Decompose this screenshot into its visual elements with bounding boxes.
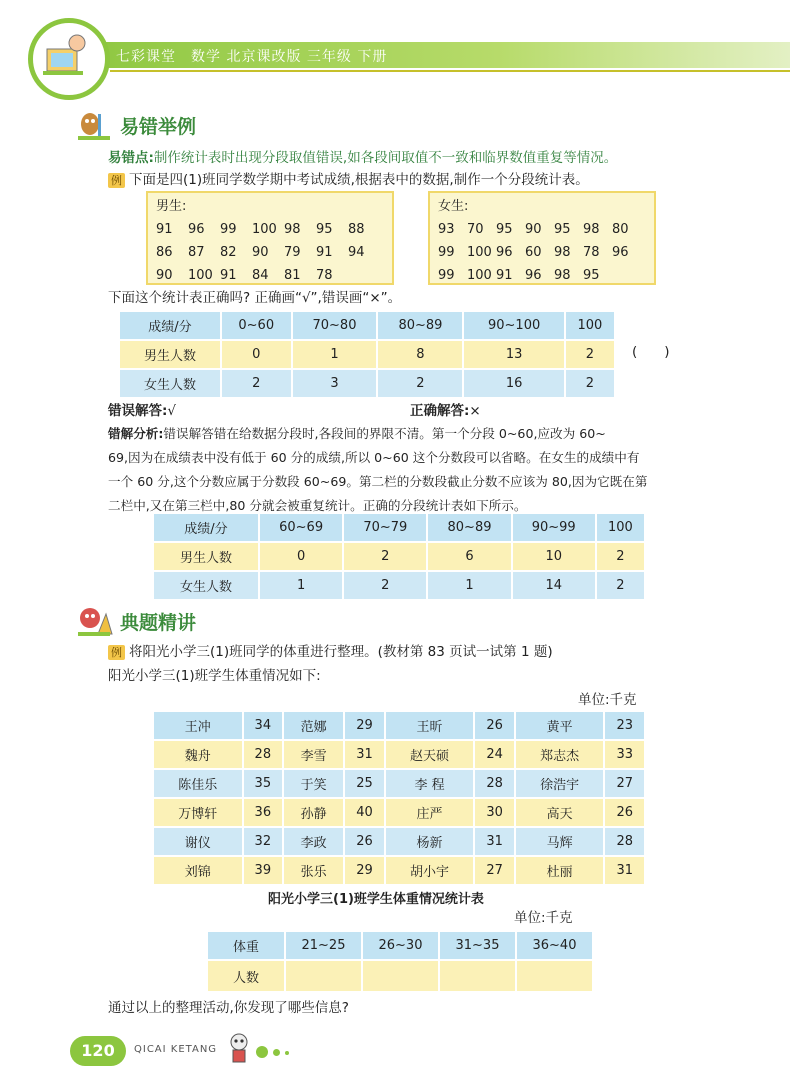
answer-cell[interactable] [516,960,593,992]
table-row [153,827,645,856]
student-name: 张乐 [283,856,344,885]
example-tag: 例 [108,645,125,660]
student-weight: 28 [243,740,284,769]
table-cell: 13 [463,340,564,369]
section-title-typical-problems: 典题精讲 [120,612,197,634]
student-weight: 24 [474,740,515,769]
student-name: 杜丽 [515,856,605,885]
table-cell: 90~99 [512,513,596,542]
student-name: 庄严 [385,798,475,827]
table-cell: 26~30 [362,931,439,960]
student-name: 李 程 [385,769,475,798]
right-answer [410,399,481,423]
unit-label-2: 单位:千克 [514,910,573,926]
score: 100 [188,268,213,283]
table-cell: 90~100 [463,311,564,340]
table-cell: 成绩/分 [153,513,259,542]
table-row [153,798,645,827]
student-weight: 32 [243,827,284,856]
student-weight: 35 [243,769,284,798]
girls-row [438,264,646,287]
analysis-line: 一个 60 分,这个分数应属于分数段 60~69。第二栏的分数段截止分数不应该为 80,因为它既在第 [108,474,648,489]
table-cell: 男生人数 [153,542,259,571]
student-weight: 28 [604,827,645,856]
table-cell: 70~79 [343,513,427,542]
table-cell: 21~25 [285,931,362,960]
table-cell: 60~69 [259,513,343,542]
score: 98 [284,222,301,237]
student-weight: 25 [344,769,385,798]
student-weight: 27 [474,856,515,885]
table-cell: 0 [259,542,343,571]
unit-label: 单位:千克 [578,692,637,708]
student-name: 王冲 [153,711,243,740]
student-weight: 26 [474,711,515,740]
example-2 [108,640,553,665]
table-cell: 80~89 [427,513,511,542]
wrong-answer-label: 错误解答: [108,403,168,419]
table-cell: 3 [292,369,378,398]
table-row [153,571,645,600]
score: 82 [220,245,237,260]
answer-cell[interactable] [362,960,439,992]
student-name: 陈佳乐 [153,769,243,798]
mistake-point-text: 制作统计表时出现分段取值错误,如各段间取值不一致和临界数值重复等情况。 [153,150,618,166]
table-cell: 100 [596,513,645,542]
table-cell: 体重 [207,931,285,960]
decor-dot [273,1049,280,1056]
student-weight: 26 [344,827,385,856]
table-cell: 0 [221,340,292,369]
table-cell: 人数 [207,960,285,992]
table-row [207,931,593,960]
weights-table [152,710,646,886]
score: 100 [252,222,277,237]
section-icon-easy-mistakes [74,108,114,146]
score: 87 [188,245,205,260]
student-name: 马辉 [515,827,605,856]
example-tag: 例 [108,173,125,188]
table-cell: 2 [565,340,615,369]
score: 90 [525,222,542,237]
student-name: 刘锦 [153,856,243,885]
score: 95 [496,222,513,237]
student-name: 魏舟 [153,740,243,769]
student-weight: 28 [474,769,515,798]
table-cell: 31~35 [439,931,516,960]
score: 96 [612,245,629,260]
analysis-paragraph [108,422,728,518]
student-name: 谢仪 [153,827,243,856]
score: 91 [496,268,513,283]
student-name: 孙静 [283,798,344,827]
student-name: 杨新 [385,827,475,856]
stat-table-caption: 阳光小学三(1)班学生体重情况统计表 [268,892,484,907]
table-cell: 1 [292,340,378,369]
score: 96 [188,222,205,237]
student-weight: 29 [344,856,385,885]
table-row [119,340,615,369]
table-cell: 女生人数 [119,369,221,398]
student-weight: 30 [474,798,515,827]
table-cell: 14 [512,571,596,600]
table-row [153,542,645,571]
score: 78 [583,245,600,260]
student-weight: 23 [604,711,645,740]
page-number: 120 [70,1036,126,1066]
header-title: 七彩课堂 数学 北京课改版 三年级 下册 [116,49,388,65]
score: 95 [316,222,333,237]
student-name: 李雪 [283,740,344,769]
girls-scores-box [428,191,656,285]
wrong-answer-mark: √ [167,403,177,419]
score: 99 [438,245,455,260]
table-cell: 2 [377,369,463,398]
table-cell: 2 [221,369,292,398]
student-name: 徐浩宇 [515,769,605,798]
intro-text: 阳光小学三(1)班学生体重情况如下: [108,668,321,684]
table-row [119,311,615,340]
student-weight: 29 [344,711,385,740]
girls-label: 女生: [438,199,469,214]
student-name: 王昕 [385,711,475,740]
table-cell: 36~40 [516,931,593,960]
student-weight: 31 [604,856,645,885]
score: 98 [583,222,600,237]
table-cell: 1 [259,571,343,600]
score: 100 [467,245,492,260]
student-name: 于笑 [283,769,344,798]
score: 95 [554,222,571,237]
answer-paren[interactable]: ( ) [632,344,670,360]
student-name: 高天 [515,798,605,827]
boys-label: 男生: [156,199,187,214]
student-weight: 27 [604,769,645,798]
analysis-line: 二栏中,又在第三栏中,80 分就会被重复统计。正确的分段统计表如下所示。 [108,498,527,513]
right-answer-label: 正确解答: [410,403,470,419]
mascot-logo-icon [28,18,110,100]
score: 60 [525,245,542,260]
table-cell: 2 [596,571,645,600]
table-cell: 2 [565,369,615,398]
student-weight: 34 [243,711,284,740]
score: 90 [156,268,173,283]
table-row [153,769,645,798]
score: 88 [348,222,365,237]
section-icon-typical-problems [74,604,114,642]
mascot-footer-icon [226,1032,252,1070]
score: 99 [438,268,455,283]
score: 98 [554,268,571,283]
table-row [153,513,645,542]
mistake-point [108,146,617,170]
table-row [207,960,593,992]
score: 84 [252,268,269,283]
student-name: 黄平 [515,711,605,740]
score: 70 [467,222,484,237]
table-cell: 女生人数 [153,571,259,600]
student-name: 李政 [283,827,344,856]
table-cell: 10 [512,542,596,571]
score: 95 [583,268,600,283]
student-weight: 40 [344,798,385,827]
table-cell: 2 [343,542,427,571]
header-divider [110,70,790,72]
table-cell: 70~80 [292,311,378,340]
final-question: 通过以上的整理活动,你发现了哪些信息? [108,1000,349,1016]
answer-cell[interactable] [439,960,516,992]
score: 81 [284,268,301,283]
footer-brand: QICAI KETANG [134,1044,218,1055]
student-weight: 39 [243,856,284,885]
table-row [119,369,615,398]
boys-row [156,264,384,287]
table-cell: 6 [427,542,511,571]
score: 86 [156,245,173,260]
analysis-line: 错误解答错在给数据分段时,各段间的界限不清。第一个分段 0~60,应改为 60~ [163,426,606,441]
table-cell: 80~89 [377,311,463,340]
mistake-point-label: 易错点: [108,150,154,166]
boys-row [156,218,384,241]
student-name: 赵天硕 [385,740,475,769]
score: 98 [554,245,571,260]
student-weight: 33 [604,740,645,769]
score: 90 [252,245,269,260]
table-cell: 成绩/分 [119,311,221,340]
answer-cell[interactable] [285,960,362,992]
score: 99 [220,222,237,237]
score: 100 [467,268,492,283]
table-cell: 1 [427,571,511,600]
example-2-text: 将阳光小学三(1)班同学的体重进行整理。(教材第 83 页试一试第 1 题) [129,644,553,660]
table-cell: 16 [463,369,564,398]
table-row [153,711,645,740]
right-answer-mark: × [469,403,481,419]
student-weight: 31 [344,740,385,769]
weight-stat-table [206,930,594,993]
wrong-answer [108,399,176,423]
score: 79 [284,245,301,260]
student-weight: 36 [243,798,284,827]
score: 91 [220,268,237,283]
table-cell: 2 [343,571,427,600]
score: 80 [612,222,629,237]
decor-dot [285,1051,289,1055]
score: 94 [348,245,365,260]
score: 96 [525,268,542,283]
question-text: 下面这个统计表正确吗? 正确画“√”,错误画“×”。 [108,290,402,306]
student-name: 万博轩 [153,798,243,827]
student-weight: 26 [604,798,645,827]
table-cell: 男生人数 [119,340,221,369]
table-cell: 2 [596,542,645,571]
score: 91 [156,222,173,237]
example-1 [108,168,589,193]
student-weight: 31 [474,827,515,856]
analysis-label: 错解分析: [108,426,164,441]
wrong-stat-table [118,310,616,399]
example-1-text: 下面是四(1)班同学数学期中考试成绩,根据表中的数据,制作一个分段统计表。 [129,172,589,188]
boys-row [156,241,384,264]
score: 91 [316,245,333,260]
girls-row [438,218,646,241]
analysis-line: 69,因为在成绩表中没有低于 60 分的成绩,所以 0~60 这个分数段可以省略。在女生的成绩中有 [108,450,640,465]
decor-dot [256,1046,268,1058]
score: 93 [438,222,455,237]
student-name: 范娜 [283,711,344,740]
table-cell: 8 [377,340,463,369]
section-title-easy-mistakes: 易错举例 [120,116,197,138]
table-row [153,856,645,885]
score: 78 [316,268,333,283]
boys-scores-box [146,191,394,285]
table-row [153,740,645,769]
score: 96 [496,245,513,260]
correct-stat-table [152,512,646,601]
table-cell: 100 [565,311,615,340]
student-name: 郑志杰 [515,740,605,769]
girls-row [438,241,646,264]
student-name: 胡小宇 [385,856,475,885]
table-cell: 0~60 [221,311,292,340]
